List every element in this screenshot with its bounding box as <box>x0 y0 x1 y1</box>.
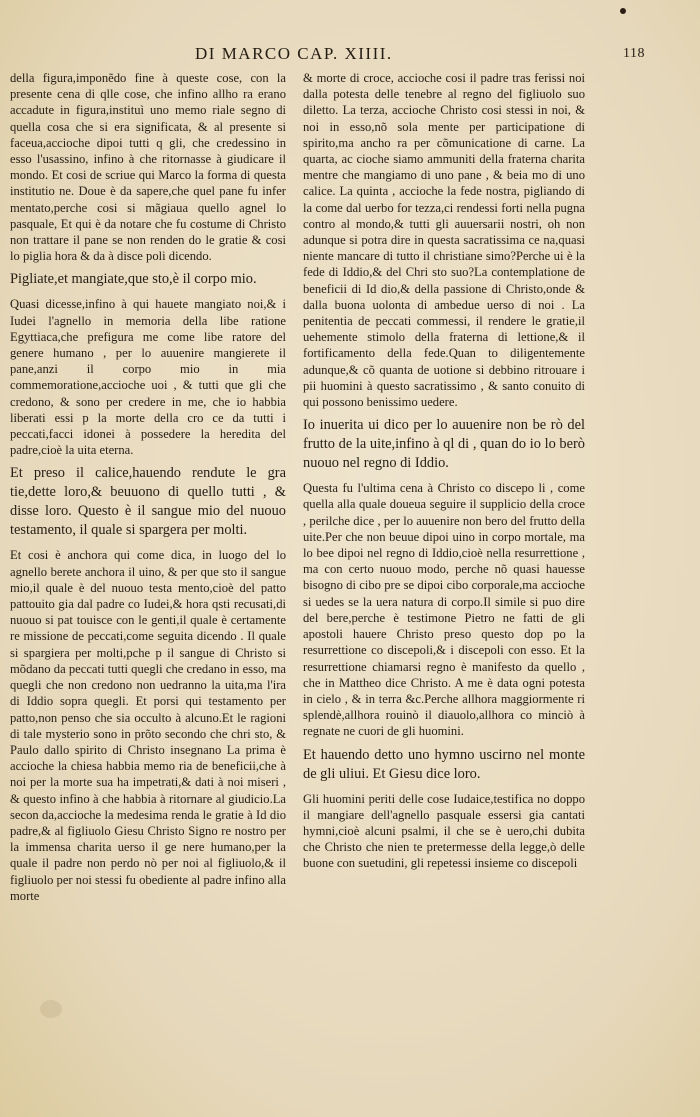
lemma: Pigliate,et mangiate,que sto,è il corpo mio. <box>10 271 257 288</box>
paragraph: & morte di croce, accioche cosi il padre tras ferissi noi dalla potesta delle tenebre al regno del figliuolo suo diletto. La terza, accioche Christo cosi stessi in noi, & noi in esso,nõ sola mente per participatione di spirito,ma ancho ra per cõmunicatione di carne. La quarta, ac cioche siamo ammuniti della fraterna charita mentre che mangiamo di uno pane , & beia mo di uno calice. La quinta , accioche la fede nostra, pigliando di la come dal uerbo for tezza,ci rendessi forti nella pugna contro al mondo,& tutti gli auuersarii nostri, oh non adunque si potra dire in questa sacratissima ce na,quasi niente mancare di tutto il christiane simo?Perche ui è la fede di Iddio,& del Chri sto suo?La contemplatione de beneficii di Id dio,& della passione di Christo,onde & dalla buona uolonta di ambedue uerso di noi . La penitentia de peccati commessi, il rendere le gratie,il uehemente stimolo della fraterna di lettione,& il fortificamento della fede.Quan to diligentemente adunque,& cõ quanta de uotione si debbino ritrouare i pii huomini à questo sacratissimo , & santo conuito di qui possono benissimo uedere. <box>303 71 585 410</box>
paper-stain <box>40 1000 62 1018</box>
lemma: Et hauendo detto uno hymno uscirno nel monte de gli uliui. Et Giesu dice loro. <box>303 746 585 782</box>
paragraph: Gli huomini periti delle cose Iudaice,testifica no doppo il mangiare dell'agnello pasquale essersi gia cantati hymni,cioè alcuni psalmi, il che se è uero,chi dubita che Christo che nien te pretermesse della legge,ò delle buone con suetudini, gli repetessi insieme co discepoli <box>303 791 585 871</box>
page-header <box>195 44 645 68</box>
lemma: Et preso il calice,hauendo rendute le gra tie,dette loro,& beuuono di quello tutti , & disse loro. Questo è il sangue mio del nuouo testamento, il quale si spargera per molti. <box>10 465 286 539</box>
paragraph: Et cosi è anchora qui come dica, in luogo del lo agnello berete anchora il uino, & per que sto il sangue mio,il quale è del nuouo testa mento,cioè del patto pattouito gia dal padre co Iudei,& hora qsti recusati,di nuouo si pat touisce con le genti,il quale è certamente re missione de peccati,come seguita dicendo . Il quale si spargiera per molti,pche p il sangue di Christo si mõdano da peccati tutti quegli che credano in esso, ma quegli che non credono non uedranno la uita,ma l'ira di Iddio sopra quegli. Et porsi qui testamento per patto,non penso che sia occulto à alcuno.Et le ragioni di tale mysterio sono in prõto secondo che chri sto, & Paulo dallo spirito di Christo insegnano La prima è accioche la chiesa habbia memo ria de beneficii,che à noi per la morte sua ha impetrati,& dati à noi miseri , & questo infino à che habbia à ritornare al giudicio.La secon da,accioche la medesima renda le gratie à Id dio padre,& al figliuolo Giesu Christo Signo re nostro per la immensa charita uerso il ge nere humano,per la quale il padre non perdo nò per noi al figliuolo,& il figliuolo per noi stessi fu obediente al padre infino alla morte <box>10 548 286 903</box>
lemma: Io inuerita ui dico per lo auuenire non be rò del frutto de la uite,infino à ql di , quan do io lo berò nuouo nel regno di Iddio. <box>303 417 585 472</box>
folio-number: 118 <box>623 46 645 61</box>
ink-dot <box>620 8 626 14</box>
paragraph: Quasi dicesse,infino à qui hauete mangiato noi,& i Iudei l'agnello in memoria della libe ratione Egyttiaca,che prefigura me come libe ratore del genere humano , per lo auuenire mangierete il pane,anzi il corpo mio in mia commemoratione,accioche uoi , & tutti que gli che credono, & sono per credere in me, che io habbia liberati essi p la morte della cro ce da tutti i peccati,facci idonei à possedere la heredita del padre,cioè la uita eterna. <box>10 297 286 458</box>
running-head: DI MARCO CAP. XIIII. <box>195 44 393 63</box>
right-column <box>303 70 585 878</box>
left-column <box>10 70 286 910</box>
paragraph: Questa fu l'ultima cena à Christo co discepo li , come quella alla quale doueua seguire il supplicio della croce , perilche dice , per lo auuenire non bero del frutto della uite.Per che non beuue dipoi uino in corpo mortale, ma lo bee dipoi nel regno di Iddio,cioè nella resurrettione , ma con certo nuouo modo, perche nõ quasi hauesse bisogno di cibo pre se dipoi cibo corporale,ma accioche si uedes se la uera natura di corpo.Il simile si puo dire del bere,perche è testimone Pietro ne fatti de gli apostoli hauere Christo preso questo dop po la resurrettione co discepoli,& i discepoli con esso. Et la resurrettione chiamarsi regno è manifesto da quello , che in Mattheo dice Christo. A me è data ogni potesta in cielo , & in terra &c.Perche allhora maggiormente ri splendè,allhora rouinò il diauolo,allhora co minciò à regnate ne cuori de gli huomini. <box>303 481 585 739</box>
paragraph: della figura,imponẽdo fine à queste cose, con la presente cena di qlle cose, che infino allho ra erano accadute in figura,instituì uno memo riale segno di quella cosa che si era significata, & al presente si faceua,accioche dipoi tutti q gli, che credessino in esso l'usassino, infino à che ritornasse à giudicare il mondo. Et cosi de scriue qui Marco la forma di questa institutio ne. Doue è da sapere,che quel pane fu infer mentato,perche cosi si mãgiaua quello agnel lo pasquale, Et qui è da notare che fu costume di Christo non trattare il pane se non renden do le gratie & cosi lo piglia hora & da à disce poli dicendo. <box>10 71 286 264</box>
